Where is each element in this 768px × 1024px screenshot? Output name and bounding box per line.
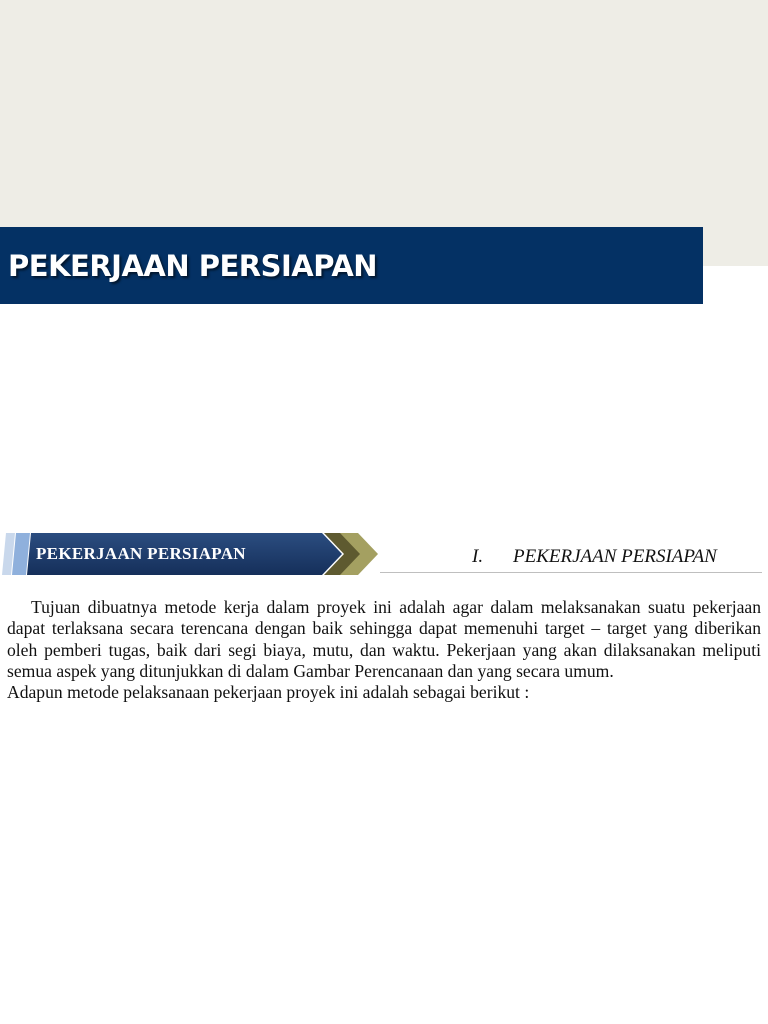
- section-title: PEKERJAAN PERSIAPAN: [513, 546, 717, 567]
- paragraph-intro: Tujuan dibuatnya metode kerja dalam proyek ini adalah agar dalam melaksanakan suatu pekerjaan dapat terlaksana secara terencana dengan baik sehingga dapat memenuhi target – target yang diberikan oleh pemberi tugas, baik dari segi biaya, mutu, dan waktu. Pekerjaan yang akan dilaksanakan meliputi semua aspek yang ditunjukkan di dalam Gambar Perencanaan dan yang secara umum.: [7, 597, 761, 681]
- paragraph-method: Adapun metode pelaksanaan pekerjaan proyek ini adalah sebagai berikut :: [7, 682, 530, 703]
- banner-mid-stripe: [12, 533, 30, 575]
- banner-label: PEKERJAAN PERSIAPAN: [36, 544, 246, 563]
- slide-title: PEKERJAAN PERSIAPAN: [8, 249, 378, 283]
- section-number: I.: [472, 546, 484, 567]
- body-text: [7, 597, 761, 703]
- heading-underline: [380, 572, 762, 573]
